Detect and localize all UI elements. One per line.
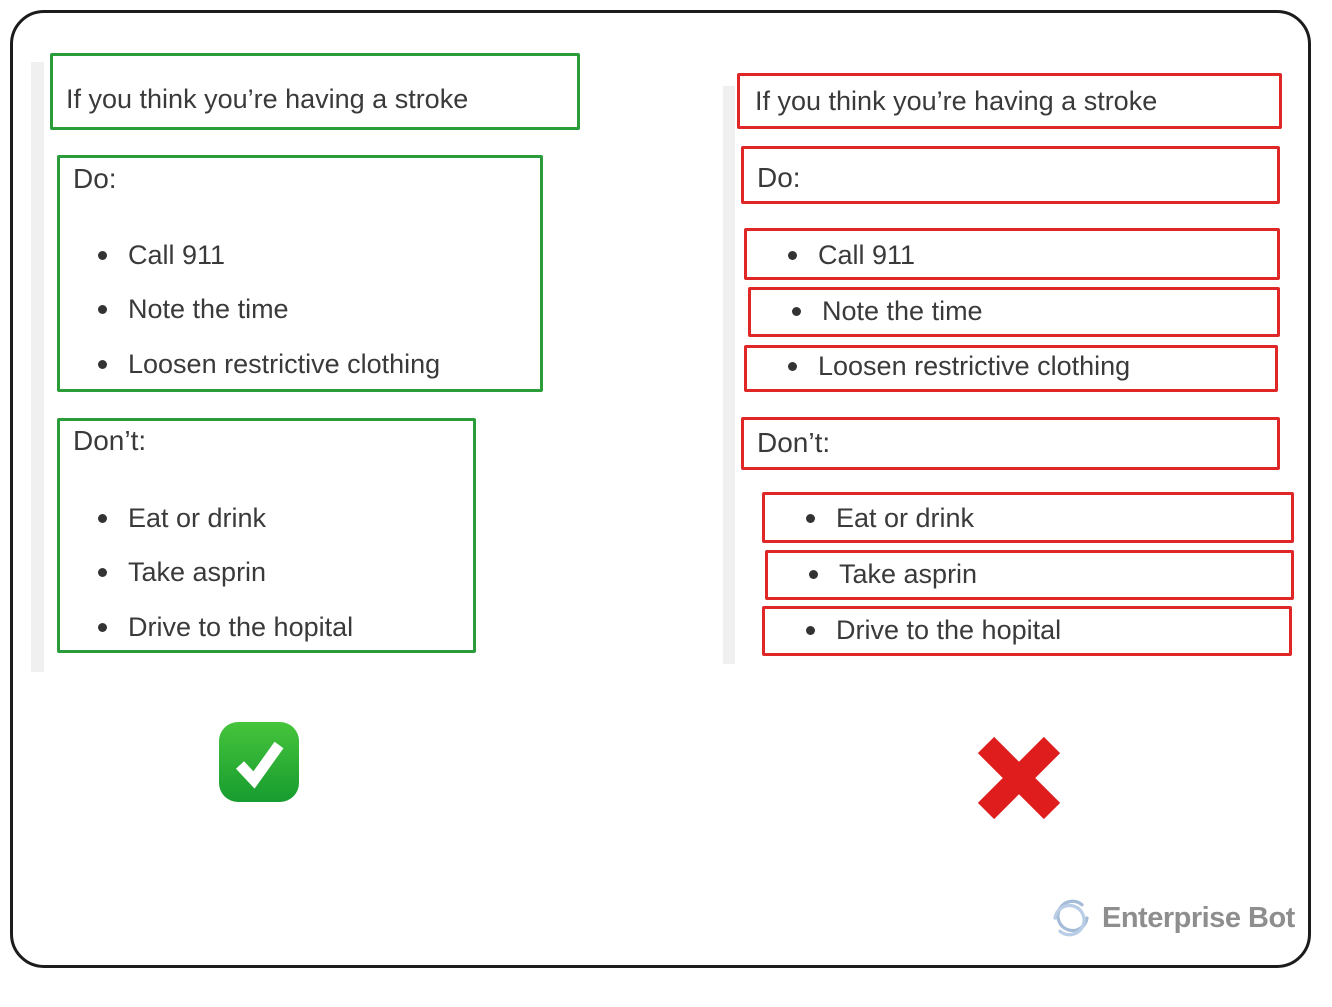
bullet-icon (98, 305, 107, 314)
list-item: Call 911 (788, 238, 915, 272)
bad-title-text: If you think you’re having a stroke (755, 85, 1158, 116)
list-item: Eat or drink (98, 501, 266, 535)
list-item: Call 911 (98, 238, 225, 272)
list-item: Note the time (98, 292, 289, 326)
bad-do-label: Do: (757, 162, 801, 193)
enterprise-bot-logo-text: Enterprise Bot (1102, 901, 1295, 934)
bullet-icon (788, 362, 797, 371)
bullet-icon (809, 570, 818, 579)
bullet-icon (806, 514, 815, 523)
bullet-icon (788, 251, 797, 260)
list-item: Take asprin (98, 555, 266, 589)
enterprise-bot-logo (1050, 896, 1295, 940)
bullet-icon (98, 514, 107, 523)
good-title (66, 82, 468, 116)
bullet-icon (806, 626, 815, 635)
enterprise-bot-swirl-icon (1050, 897, 1092, 939)
list-item: Drive to the hopital (806, 613, 1061, 647)
bad-dont-label: Don’t: (757, 427, 831, 458)
bullet-icon (792, 307, 801, 316)
list-item: Drive to the hopital (98, 610, 353, 644)
list-item: Eat or drink (806, 501, 974, 535)
good-title-text: If you think you’re having a stroke (66, 83, 469, 114)
list-item: Loosen restrictive clothing (788, 349, 1130, 383)
good-do-label: Do: (73, 163, 117, 194)
bullet-icon (98, 623, 107, 632)
list-item: Loosen restrictive clothing (98, 347, 440, 381)
bullet-icon (98, 360, 107, 369)
bad-do-label-box (741, 146, 1280, 204)
check-mark-icon (218, 721, 300, 803)
bullet-icon (98, 568, 107, 577)
list-item: Take asprin (809, 557, 977, 591)
bad-title (755, 84, 1157, 118)
page-edge-strip-left (31, 62, 44, 672)
bullet-icon (98, 251, 107, 260)
cross-mark-icon (975, 734, 1063, 822)
list-item: Note the time (792, 294, 983, 328)
page-edge-strip-right (723, 86, 735, 664)
good-dont-label: Don’t: (73, 425, 147, 456)
